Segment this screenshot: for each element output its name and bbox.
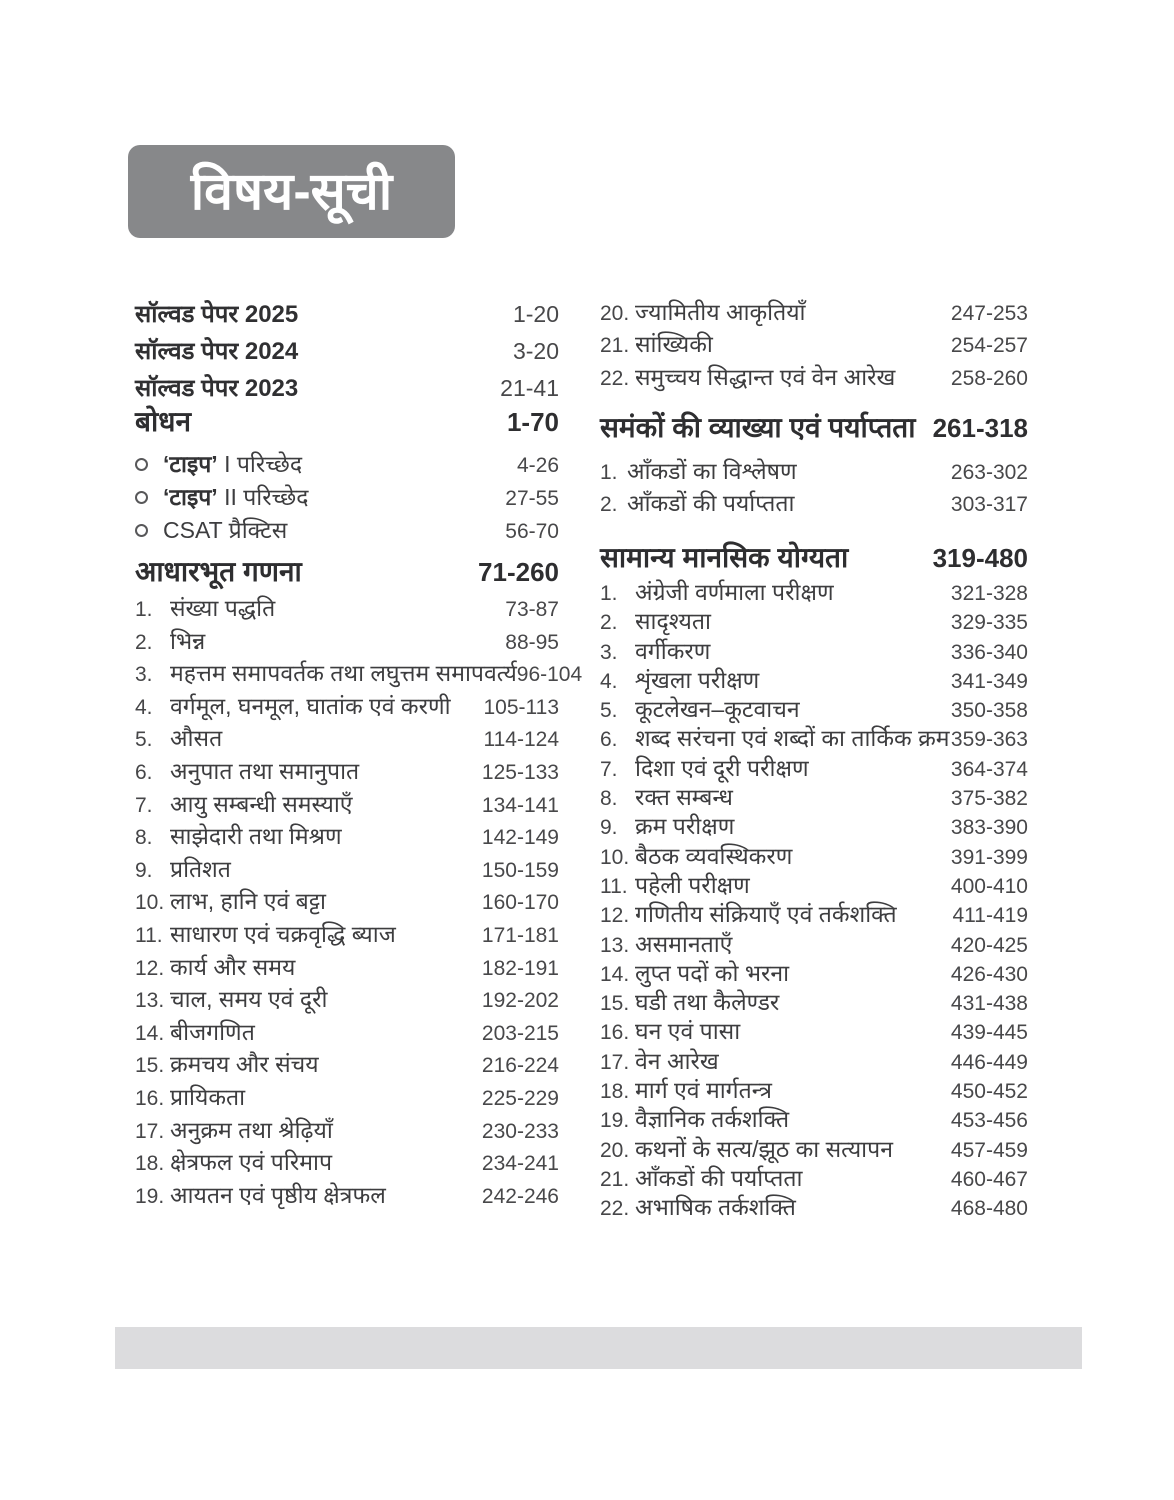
page-range: 321-328 xyxy=(950,582,1028,605)
item-number: 20. xyxy=(600,302,630,325)
item-label: आयु सम्बन्धी समस्याएँ xyxy=(170,790,353,817)
toc-item-row xyxy=(135,918,559,951)
page-range: 375-382 xyxy=(950,787,1028,811)
item-label: गणितीय संक्रियाएँ एवं तर्कशक्ति xyxy=(635,901,897,928)
item-number: 8. xyxy=(600,787,618,811)
item-number: 12. xyxy=(600,904,630,928)
page-range: 203-215 xyxy=(481,1021,559,1045)
solved-paper-label: सॉल्वड पेपर 2023 xyxy=(135,375,299,402)
page-range: 114-124 xyxy=(483,728,559,752)
page-title: विषय-सूची xyxy=(190,162,393,221)
toc-item-row xyxy=(135,1146,559,1179)
item-label: चाल, समय एवं दूरी xyxy=(170,986,328,1013)
item-number: 22. xyxy=(600,1197,630,1221)
toc-item-row xyxy=(600,328,1028,360)
item-label: औसत xyxy=(170,725,223,752)
item-label: I परिच्छेद xyxy=(217,451,303,477)
toc-item-row xyxy=(600,1193,1028,1222)
item-label: क्रम परीक्षण xyxy=(635,813,735,840)
toc-item-row xyxy=(135,983,559,1016)
item-label: महत्तम समापवर्तक तथा लघुत्तम समापवर्त्य xyxy=(170,660,517,687)
page-range: 230-233 xyxy=(481,1119,559,1143)
page-range: 247-253 xyxy=(950,302,1028,325)
toc-item-row xyxy=(600,842,1028,871)
item-label: बैठक व्यवस्थिकरण xyxy=(635,842,793,869)
item-number: 17. xyxy=(600,1050,630,1074)
item-number: 15. xyxy=(600,992,630,1016)
item-label-wrap xyxy=(163,481,308,514)
item-number: 20. xyxy=(600,1138,630,1162)
toc-item-row xyxy=(600,666,1028,695)
page-range: 400-410 xyxy=(950,874,1028,898)
item-label: प्रायिकता xyxy=(170,1083,246,1110)
toc-item-row xyxy=(135,722,559,755)
item-label-wrap xyxy=(163,448,302,481)
toc-item-row xyxy=(135,1081,559,1114)
toc-item-row xyxy=(600,988,1028,1017)
item-label: II परिच्छेद xyxy=(217,484,309,510)
item-label: ज्यामितीय आकृतियाँ xyxy=(635,299,806,325)
page-range: 234-241 xyxy=(481,1152,559,1176)
solved-paper-row xyxy=(135,296,559,333)
item-label: लाभ, हानि एवं बट्टा xyxy=(170,888,327,915)
page-range: 1-20 xyxy=(512,301,559,327)
item-label: मार्ग एवं मार्गतन्त्र xyxy=(635,1077,772,1104)
item-number: 21. xyxy=(600,334,630,358)
page-range: 56-70 xyxy=(505,520,559,543)
page-range: 364-374 xyxy=(950,757,1028,781)
ganana-items-list xyxy=(135,592,583,1211)
toc-item-row xyxy=(135,853,559,886)
toc-item-row xyxy=(600,900,1028,929)
item-number: 5. xyxy=(135,728,153,752)
circle-bullet-icon xyxy=(135,458,148,471)
item-label: वेन आरेख xyxy=(635,1047,719,1074)
toc-item-row xyxy=(135,1179,559,1212)
page-range: 431-438 xyxy=(950,992,1028,1016)
item-number: 1. xyxy=(600,461,618,484)
item-label: असमानताएँ xyxy=(635,930,733,957)
section-header-ganana xyxy=(135,552,559,592)
item-number: 4. xyxy=(600,669,618,693)
item-label: अनुपात तथा समानुपात xyxy=(170,757,360,784)
toc-item-row xyxy=(135,1016,559,1049)
toc-item-row xyxy=(135,625,559,658)
item-number: 18. xyxy=(135,1152,165,1176)
page-range: 359-363 xyxy=(950,728,1028,752)
item-label: साधारण एवं चक्रवृद्धि ब्याज xyxy=(170,920,396,947)
item-label: अभाषिक तर्कशक्ति xyxy=(635,1194,796,1221)
toc-item-row xyxy=(135,690,559,723)
toc-item-row xyxy=(600,296,1028,328)
item-number: 10. xyxy=(135,891,165,915)
samank-items-list xyxy=(600,456,1028,519)
page-range: 411-419 xyxy=(952,904,1028,928)
page-range: 420-425 xyxy=(950,933,1028,957)
page-range: 468-480 xyxy=(950,1197,1028,1221)
page-range: 254-257 xyxy=(950,334,1028,358)
item-label: रक्त सम्बन्ध xyxy=(635,784,733,811)
page-range: 303-317 xyxy=(950,492,1028,516)
toc-item-row xyxy=(135,592,559,625)
solved-paper-label: सॉल्वड पेपर 2025 xyxy=(135,301,299,328)
section-page-range: 1-70 xyxy=(506,407,559,437)
item-number: 4. xyxy=(135,695,153,719)
toc-item-row xyxy=(600,812,1028,841)
item-label: क्षेत्रफल एवं परिमाप xyxy=(170,1149,333,1176)
item-number: 17. xyxy=(135,1119,165,1143)
section-title: सामान्य मानसिक योग्यता xyxy=(600,542,849,573)
section-title: आधारभूत गणना xyxy=(135,556,302,587)
page-range: 383-390 xyxy=(950,816,1028,840)
circle-bullet-icon xyxy=(135,491,148,504)
item-number: 22. xyxy=(600,366,630,390)
item-number: 2. xyxy=(135,630,153,654)
item-number: 6. xyxy=(600,728,618,752)
item-number: 19. xyxy=(135,1184,165,1208)
item-label: लुप्त पदों को भरना xyxy=(635,959,790,986)
item-number: 12. xyxy=(135,956,165,980)
page-range: 192-202 xyxy=(481,989,559,1013)
item-label: वैज्ञानिक तर्कशक्ति xyxy=(635,1106,790,1133)
item-label-bold: ‘टाइप’ xyxy=(163,451,218,477)
toc-item-row xyxy=(600,637,1028,666)
page-range: 3-20 xyxy=(512,338,559,364)
item-number: 13. xyxy=(135,989,165,1013)
item-label: शृंखला परीक्षण xyxy=(635,666,760,693)
item-label: अनुक्रम तथा श्रेढ़ियाँ xyxy=(170,1116,333,1143)
toc-item-row xyxy=(600,724,1028,753)
item-number: 14. xyxy=(135,1021,165,1045)
item-label: पहेली परीक्षण xyxy=(635,871,750,898)
page-range: 391-399 xyxy=(950,845,1028,869)
item-number: 21. xyxy=(600,1167,630,1191)
section-header-samank xyxy=(600,408,1028,448)
item-number: 9. xyxy=(600,816,618,840)
item-number: 3. xyxy=(135,663,153,687)
item-number: 6. xyxy=(135,760,153,784)
page-range: 336-340 xyxy=(950,640,1028,664)
page-range: 258-260 xyxy=(950,366,1028,390)
toc-item-row xyxy=(600,1047,1028,1076)
item-label-wrap xyxy=(163,514,287,547)
toc-item-row xyxy=(135,1114,559,1147)
item-number: 9. xyxy=(135,858,153,882)
item-number: 1. xyxy=(600,582,618,605)
footer-bar xyxy=(115,1327,1082,1369)
toc-bullet-row xyxy=(135,481,559,514)
item-label: आँकडों की पर्याप्तता xyxy=(627,489,795,516)
page-range: 88-95 xyxy=(505,630,559,654)
item-label: घडी तथा कैलेण्डर xyxy=(635,989,780,1016)
item-label: आँकडों की पर्याप्तता xyxy=(635,1164,803,1191)
item-label: दिशा एवं दूरी परीक्षण xyxy=(635,754,809,781)
item-label: आँकडों का विश्लेषण xyxy=(627,458,797,484)
ganana-continued-list xyxy=(600,296,1028,393)
section-header-mansik xyxy=(600,538,1028,578)
page-range: 426-430 xyxy=(950,962,1028,986)
item-label: कथनों के सत्य/झूठ का सत्यापन xyxy=(635,1135,893,1162)
toc-item-row xyxy=(600,1164,1028,1193)
page-range: 453-456 xyxy=(950,1109,1028,1133)
page-range: 125-133 xyxy=(481,760,559,784)
item-number: 18. xyxy=(600,1080,630,1104)
item-label: कार्य और समय xyxy=(170,953,296,980)
toc-item-row xyxy=(600,871,1028,900)
toc-item-row xyxy=(600,930,1028,959)
item-label: आयतन एवं पृष्ठीय क्षेत्रफल xyxy=(170,1181,386,1208)
item-number: 16. xyxy=(600,1021,630,1045)
solved-paper-label: सॉल्वड पेपर 2024 xyxy=(135,338,299,365)
page-range: 134-141 xyxy=(481,793,559,817)
item-label-bold: ‘टाइप’ xyxy=(163,484,218,510)
item-number: 11. xyxy=(600,874,628,898)
item-label: बीजगणित xyxy=(170,1018,255,1045)
toc-item-row xyxy=(600,695,1028,724)
section-title: समंकों की व्याख्या एवं पर्याप्तता xyxy=(600,412,916,443)
page-range: 182-191 xyxy=(481,956,559,980)
item-number: 7. xyxy=(600,757,618,781)
toc-item-row xyxy=(600,754,1028,783)
page-range: 457-459 xyxy=(950,1138,1028,1162)
toc-item-row xyxy=(600,1135,1028,1164)
page-range: 142-149 xyxy=(481,826,559,850)
page-range: 341-349 xyxy=(950,669,1028,693)
item-number: 10. xyxy=(600,845,630,869)
section-page-range: 319-480 xyxy=(932,543,1028,573)
toc-item-row xyxy=(600,456,1028,488)
toc-item-row xyxy=(600,1076,1028,1105)
item-label: घन एवं पासा xyxy=(635,1018,741,1045)
section-header-bodhan xyxy=(135,402,559,442)
page-range: 105-113 xyxy=(483,695,559,719)
page-range: 460-467 xyxy=(950,1167,1028,1191)
item-label: अंग्रेजी वर्णमाला परीक्षण xyxy=(635,579,834,605)
item-number: 16. xyxy=(135,1086,165,1110)
item-number: 5. xyxy=(600,699,618,723)
item-label: साझेदारी तथा मिश्रण xyxy=(170,823,342,850)
toc-bullet-row xyxy=(135,448,559,481)
bodhan-items-list xyxy=(135,448,559,547)
page-range: 350-358 xyxy=(950,699,1028,723)
page-range: 4-26 xyxy=(516,454,559,477)
mansik-items-list xyxy=(600,578,1028,1223)
solved-papers-list xyxy=(135,296,559,407)
toc-item-row xyxy=(135,1048,559,1081)
item-label: भिन्न xyxy=(170,627,206,654)
item-label: शब्द सरंचना एवं शब्दों का तार्किक क्रम xyxy=(635,725,950,752)
item-number: 11. xyxy=(135,923,163,947)
page-range: 446-449 xyxy=(950,1050,1028,1074)
page-range: 27-55 xyxy=(505,487,559,510)
item-label: क्रमचय और संचय xyxy=(170,1051,319,1078)
toc-item-row xyxy=(135,657,583,690)
toc-item-row xyxy=(135,788,559,821)
page-range: 450-452 xyxy=(950,1080,1028,1104)
item-label: समुच्चय सिद्धान्त एवं वेन आरेख xyxy=(635,363,896,390)
page-range: 225-229 xyxy=(481,1086,559,1110)
item-number: 8. xyxy=(135,826,153,850)
item-label: वर्गीकरण xyxy=(635,637,711,664)
page-title-box xyxy=(128,145,455,238)
page-range: 216-224 xyxy=(481,1054,559,1078)
item-number: 19. xyxy=(600,1109,630,1133)
page-range: 329-335 xyxy=(950,611,1028,635)
toc-item-row xyxy=(600,1017,1028,1046)
item-number: 1. xyxy=(135,598,153,621)
page-range: 160-170 xyxy=(481,891,559,915)
page-range: 96-104 xyxy=(516,663,583,687)
item-label: सादृश्यता xyxy=(635,608,711,635)
item-label: प्रतिशत xyxy=(170,855,231,882)
toc-item-row xyxy=(135,885,559,918)
toc-item-row xyxy=(600,578,1028,607)
page-range: 171-181 xyxy=(481,923,559,947)
item-label: CSAT प्रैक्टिस xyxy=(163,517,288,543)
item-number: 2. xyxy=(600,492,618,516)
item-number: 13. xyxy=(600,933,630,957)
toc-item-row xyxy=(135,951,559,984)
toc-item-row xyxy=(600,488,1028,520)
item-number: 3. xyxy=(600,640,618,664)
page-range: 150-159 xyxy=(481,858,559,882)
page-range: 242-246 xyxy=(481,1184,559,1208)
item-label: संख्या पद्धति xyxy=(170,595,276,621)
section-page-range: 71-260 xyxy=(478,557,559,587)
page-range: 21-41 xyxy=(500,375,559,401)
item-number: 7. xyxy=(135,793,153,817)
section-title: बोधन xyxy=(135,406,192,437)
section-page-range: 261-318 xyxy=(932,413,1028,443)
toc-bullet-row xyxy=(135,514,559,547)
solved-paper-row xyxy=(135,333,559,370)
page-range: 73-87 xyxy=(505,598,559,621)
page-range: 439-445 xyxy=(950,1021,1028,1045)
toc-item-row xyxy=(600,607,1028,636)
toc-item-row xyxy=(600,959,1028,988)
item-label: वर्गमूल, घनमूल, घातांक एवं करणी xyxy=(170,692,451,719)
item-number: 15. xyxy=(135,1054,165,1078)
circle-bullet-icon xyxy=(135,524,148,537)
toc-item-row xyxy=(135,755,559,788)
item-label: सांख्यिकी xyxy=(635,331,713,358)
toc-item-row xyxy=(600,1105,1028,1134)
item-label: कूटलेखन–कूटवाचन xyxy=(635,696,800,723)
item-number: 2. xyxy=(600,611,618,635)
toc-item-row xyxy=(135,820,559,853)
item-number: 14. xyxy=(600,962,630,986)
toc-item-row xyxy=(600,783,1028,812)
page-range: 263-302 xyxy=(950,461,1028,484)
toc-item-row xyxy=(600,361,1028,393)
